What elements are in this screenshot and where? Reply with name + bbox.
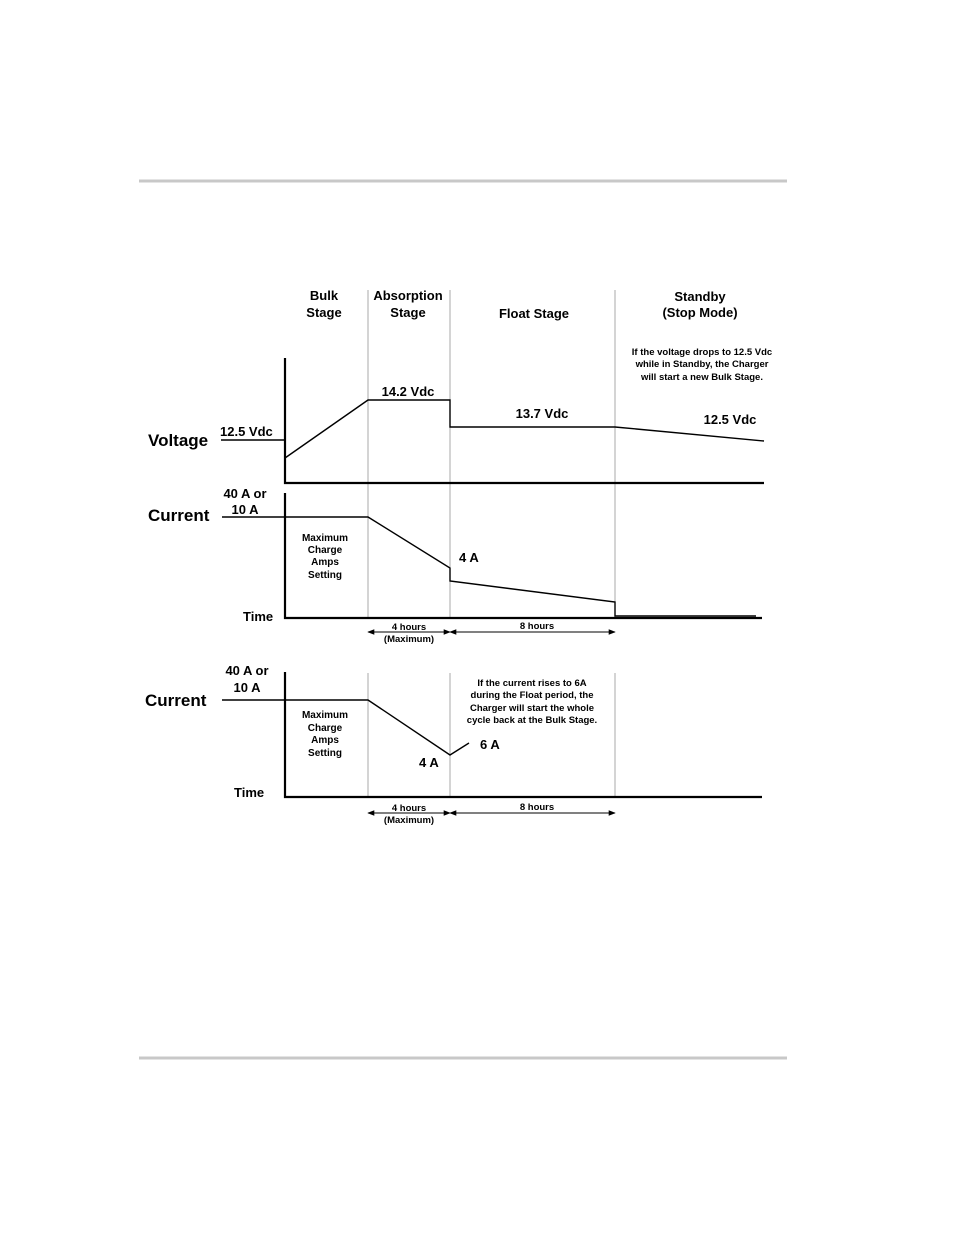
stage-absorption-label-line1: Absorption: [373, 288, 443, 303]
current2-setting-line3: Amps: [311, 735, 339, 746]
current1-axis-label: Current: [148, 506, 210, 525]
current2-rise-label: 6 A: [480, 737, 500, 752]
standby-note-line2: while in Standby, the Charger: [635, 359, 769, 370]
current2-setting-line2: Charge: [307, 723, 343, 734]
current1-setting-line3: Amps: [311, 557, 339, 568]
current2-curve: [222, 700, 469, 755]
current-graph-2: [145, 663, 762, 826]
standby-note-line3: will start a new Bulk Stage.: [641, 372, 763, 383]
current2-low-label: 4 A: [419, 755, 439, 770]
stage-bulk-label-line2: Stage: [306, 305, 342, 320]
current-graph-1: [148, 486, 762, 645]
stage-standby-label-line1: Standby: [674, 289, 726, 304]
current1-curve: [222, 517, 756, 616]
current1-dim-absorption-label-line1: 4 hours: [391, 622, 427, 633]
current1-setting-line4: Setting: [308, 570, 342, 581]
current2-dim-absorption-label-line2: (Maximum): [383, 815, 435, 826]
stage-bulk-label-line1: Bulk: [309, 288, 339, 303]
current1-setting-line1: Maximum: [301, 533, 349, 544]
current2-note-line2: during the Float period, the: [470, 690, 594, 701]
current1-level-label-line1: 40 A or: [223, 486, 267, 501]
current1-time-label: Time: [243, 609, 274, 624]
stage-float-label: Float Stage: [498, 306, 570, 321]
current2-note-line4: cycle back at the Bulk Stage.: [466, 715, 598, 726]
voltage-start-label: 12.5 Vdc: [220, 424, 273, 439]
current1-float-start-label: 4 A: [459, 550, 479, 565]
current2-time-label: Time: [234, 785, 265, 800]
voltage-absorption-label: 14.2 Vdc: [381, 384, 435, 399]
current2-dim-absorption-label-line1: 4 hours: [391, 803, 427, 814]
current2-dim-float-label: 8 hours: [519, 802, 555, 813]
voltage-float-label: 13.7 Vdc: [515, 406, 569, 421]
stage-standby-label-line2: (Stop Mode): [662, 305, 738, 320]
current2-level-label-line1: 40 A or: [225, 663, 269, 678]
current1-dim-absorption-label-line2: (Maximum): [383, 634, 435, 645]
voltage-axis-label: Voltage: [148, 431, 209, 450]
current2-setting-line1: Maximum: [301, 710, 349, 721]
current1-setting-line2: Charge: [307, 545, 343, 556]
voltage-standby-label: 12.5 Vdc: [703, 412, 757, 427]
current2-setting-line4: Setting: [308, 748, 342, 759]
current2-note-line3: Charger will start the whole: [469, 703, 595, 714]
standby-note-line1: If the voltage drops to 12.5 Vdc: [631, 347, 773, 358]
current2-axis-label: Current: [145, 691, 207, 710]
current2-level-label-line2: 10 A: [233, 680, 261, 695]
current1-axes: [285, 493, 762, 618]
stage-absorption-label-line2: Stage: [390, 305, 426, 320]
current1-level-label-line2: 10 A: [231, 502, 259, 517]
current1-dim-float-label: 8 hours: [519, 621, 555, 632]
current2-note-line1: If the current rises to 6A: [477, 678, 587, 689]
